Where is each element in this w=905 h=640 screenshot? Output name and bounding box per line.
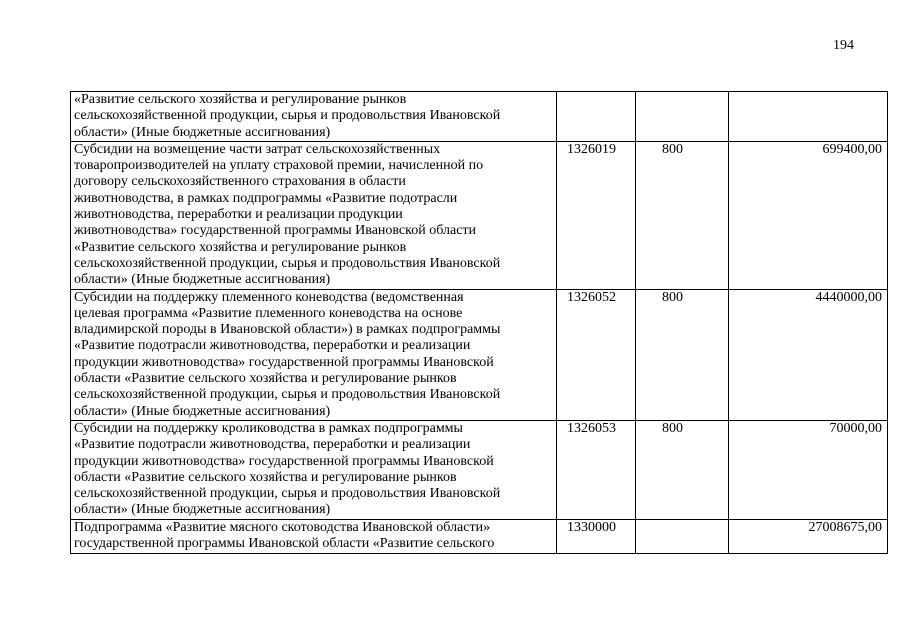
table-cell-type (636, 519, 729, 553)
table-cell-type: 800 (636, 289, 729, 420)
table-cell-name (71, 289, 557, 420)
table-cell-amount: 699400,00 (729, 141, 888, 289)
table-cell-amount (729, 92, 888, 142)
table-row (71, 92, 888, 142)
budget-table (70, 91, 888, 554)
table-cell-type: 800 (636, 141, 729, 289)
table-cell-type (636, 92, 729, 142)
table-cell-name (71, 141, 557, 289)
table-row (71, 420, 888, 519)
cell-text: Субсидии на поддержку племенного коневодства (ведомственная целевая программа «Развитие племенного коневодства на основе владимирской породы в Ивановской области») в рамках подпрограммы «Развитие подотрасли животноводства, переработки и реализации продукции животноводства» государственной программы Ивановской области «Развитие сельского хозяйства и регулирование рынков сельскохозяйственной продукции, сырья и продовольствия Ивановской области» (Иные бюджетные ассигнования) (74, 289, 501, 419)
table-cell-code: 1326052 (557, 289, 636, 420)
cell-text: Подпрограмма «Развитие мясного скотоводства Ивановской области» государственной программы Ивановской области «Развитие сельского (74, 519, 495, 552)
table-cell-code: 1326053 (557, 420, 636, 519)
table-row (71, 519, 888, 553)
table-cell-amount: 4440000,00 (729, 289, 888, 420)
table-row (71, 141, 888, 289)
cell-text: Субсидии на возмещение части затрат сельскохозяйственных товаропроизводителей на уплату страховой премии, начисленной по договору сельскохозяйственного страхования в области животноводства, в рамках подпрограммы «Развитие подотрасли животноводства, переработки и реализации продукции животноводства» государственной программы Ивановской области «Развитие сельского хозяйства и регулирование рынков сельскохозяйственной продукции, сырья и продовольствия Ивановской области» (Иные бюджетные ассигнования) (74, 141, 501, 288)
cell-text: «Развитие сельского хозяйства и регулирование рынков сельскохозяйственной продукции, сырья и продовольствия Ивановской области» (Иные бюджетные ассигнования) (74, 92, 501, 140)
cell-text: Субсидии на поддержку кролиководства в рамках подпрограммы «Развитие подотрасли животноводства, переработки и реализации продукции животноводства» государственной программы Ивановской области «Развитие сельского хозяйства и регулирование рынков сельскохозяйственной продукции, сырья и продовольствия Ивановской области» (Иные бюджетные ассигнования) (74, 420, 501, 518)
table-cell-name (71, 92, 557, 142)
table-cell-amount: 70000,00 (729, 420, 888, 519)
table-cell-amount: 27008675,00 (729, 519, 888, 553)
table-cell-code: 1330000 (557, 519, 636, 553)
table-row (71, 289, 888, 420)
table-cell-code: 1326019 (557, 141, 636, 289)
table-cell-type: 800 (636, 420, 729, 519)
table-cell-name (71, 519, 557, 553)
table-cell-code (557, 92, 636, 142)
table-cell-name (71, 420, 557, 519)
page-number: 194 (833, 38, 854, 53)
